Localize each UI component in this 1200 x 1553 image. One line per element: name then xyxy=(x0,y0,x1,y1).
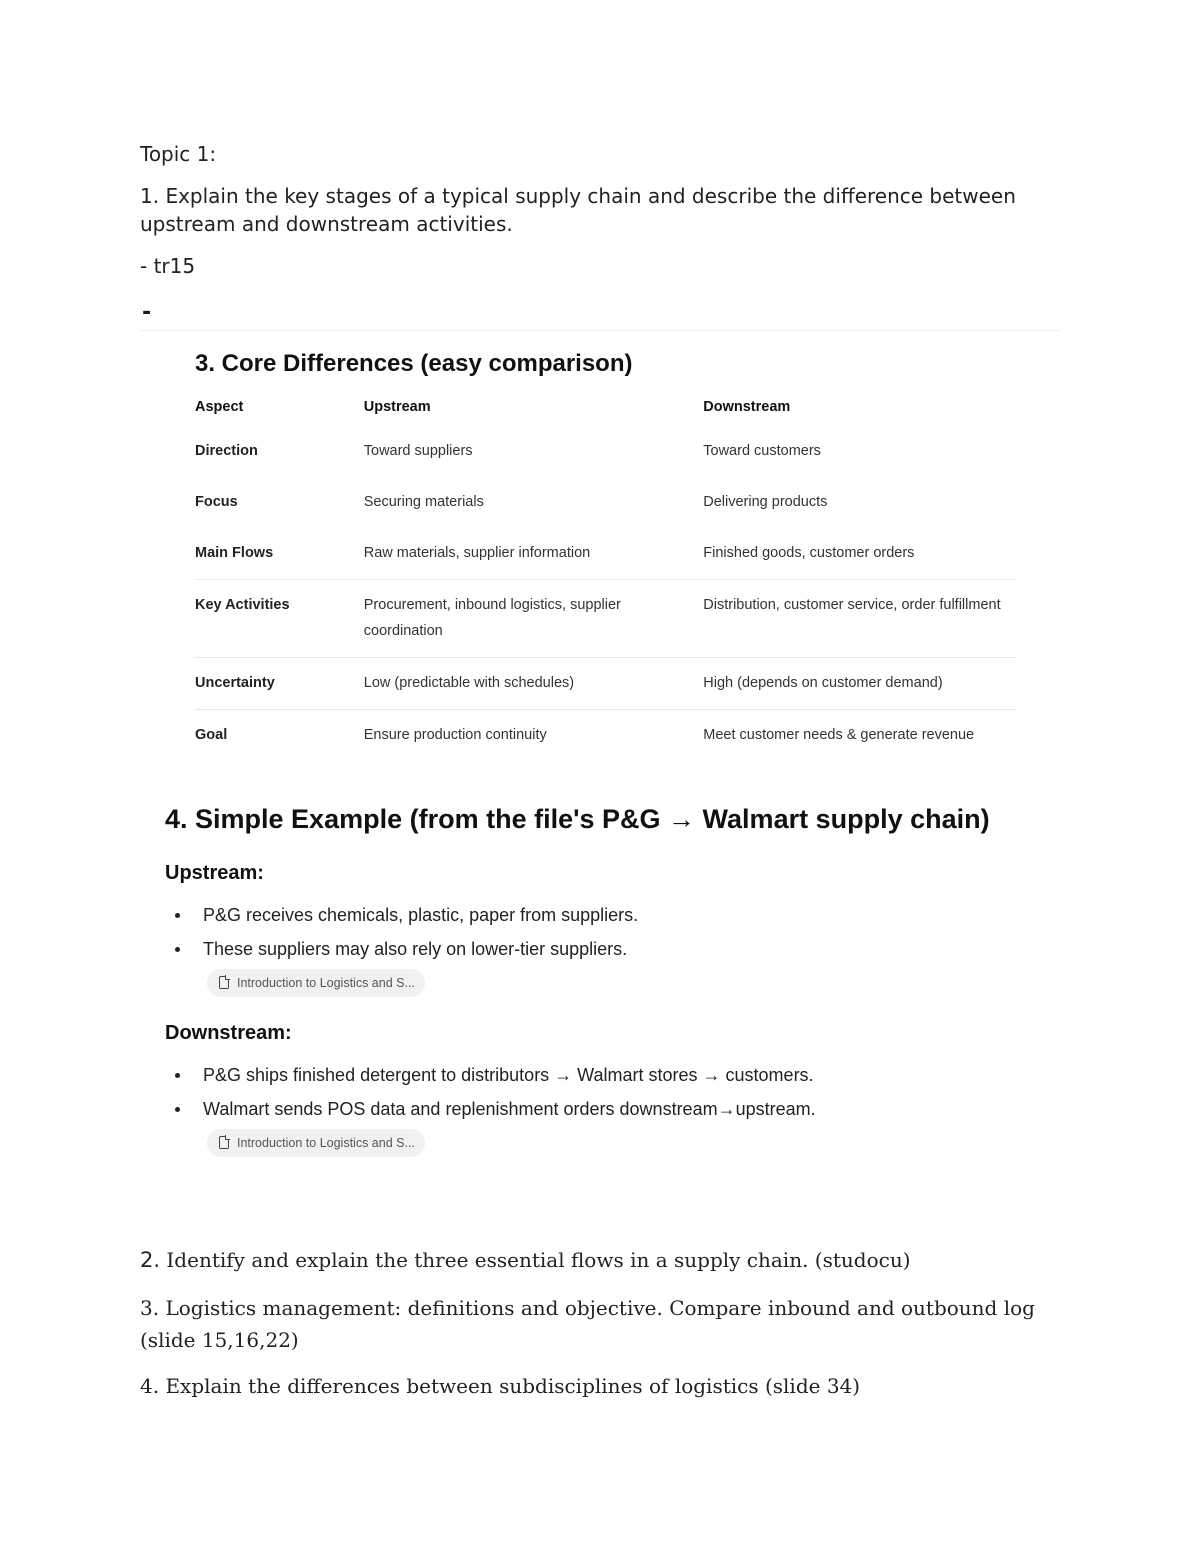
bullet-icon xyxy=(175,1107,180,1112)
embedded-screenshot xyxy=(140,330,1060,1170)
column-header: Aspect xyxy=(195,399,244,415)
downstream-cell: Meet customer needs & generate revenue xyxy=(703,710,1017,762)
upstream-cell: Ensure production continuity xyxy=(364,710,704,762)
dash-marker: - xyxy=(142,300,152,325)
list-item xyxy=(165,898,1025,932)
document-icon xyxy=(219,976,229,989)
question-4: 4. Explain the differences between subdisciplines of logistics (slide 34) xyxy=(140,1374,861,1398)
list-item xyxy=(165,1058,1025,1092)
divider xyxy=(140,330,1060,331)
downstream-cell: High (depends on customer demand) xyxy=(703,658,1017,710)
table-row xyxy=(195,426,1017,477)
question-3: 3. Logistics management: definitions and objective. Compare inbound and outbound log (slide 15,16,22) xyxy=(140,1296,1035,1352)
table-row xyxy=(195,528,1017,580)
comparison-heading: 3. Core Differences (easy comparison) xyxy=(195,350,633,377)
source-citation-chip[interactable] xyxy=(207,969,425,997)
list-item xyxy=(165,932,1025,1000)
list-item-text: Walmart sends POS data and replenishment orders downstream→upstream. xyxy=(203,1099,816,1119)
downstream-list xyxy=(165,1058,1025,1160)
downstream-cell: Finished goods, customer orders xyxy=(703,545,915,561)
table-row xyxy=(195,580,1017,658)
list-item xyxy=(165,1092,1025,1160)
aspect-cell: Focus xyxy=(195,494,238,510)
topic-label: Topic 1: xyxy=(140,142,217,166)
table-header-row xyxy=(195,390,1017,426)
upstream-cell: Securing materials xyxy=(363,494,484,510)
aspect-cell: Direction xyxy=(195,443,258,459)
example-heading: 4. Simple Example (from the file's P&G → Walmart supply chain) xyxy=(165,804,990,834)
upstream-cell: Toward suppliers xyxy=(363,443,473,459)
aspect-cell: Key Activities xyxy=(195,580,364,658)
question-2-text: Identify and explain the three essential flows in a supply chain. (studocu) xyxy=(160,1248,911,1272)
upstream-cell: Low (predictable with schedules) xyxy=(364,658,704,710)
table-row xyxy=(195,710,1017,762)
upstream-subheading: Upstream: xyxy=(165,862,264,884)
downstream-subheading: Downstream: xyxy=(165,1022,292,1044)
question-2-number: 2. xyxy=(140,1248,161,1272)
list-item-text: P&G receives chemicals, plastic, paper from suppliers. xyxy=(203,905,639,925)
upstream-list xyxy=(165,898,1025,1000)
table-row xyxy=(195,658,1017,710)
column-header: Downstream xyxy=(703,399,791,415)
upstream-cell: Procurement, inbound logistics, supplier coordination xyxy=(364,580,704,658)
source-chip-label: Introduction to Logistics and S... xyxy=(237,975,415,990)
upstream-cell: Raw materials, supplier information xyxy=(363,545,591,561)
aspect-cell: Goal xyxy=(195,710,364,762)
downstream-cell: Distribution, customer service, order fulfillment xyxy=(703,580,1017,658)
question-2 xyxy=(140,1244,1060,1276)
source-citation-chip[interactable] xyxy=(207,1129,425,1157)
column-header: Upstream xyxy=(363,399,431,415)
list-item-text: These suppliers may also rely on lower-tier suppliers. xyxy=(203,939,628,959)
question-1: 1. Explain the key stages of a typical supply chain and describe the difference between upstream and downstream activities. xyxy=(140,184,1016,236)
downstream-cell: Toward customers xyxy=(703,443,821,459)
table-row xyxy=(195,477,1017,528)
document-icon xyxy=(219,1136,229,1149)
aspect-cell: Main Flows xyxy=(195,545,274,561)
comparison-table xyxy=(195,390,1017,761)
bullet-icon xyxy=(175,947,180,952)
aspect-cell: Uncertainty xyxy=(195,658,364,710)
list-item-text: P&G ships finished detergent to distributors → Walmart stores → customers. xyxy=(203,1065,814,1085)
note-text: - tr15 xyxy=(140,254,196,278)
bullet-icon xyxy=(175,913,180,918)
downstream-cell: Delivering products xyxy=(703,494,828,510)
source-chip-label: Introduction to Logistics and S... xyxy=(237,1135,415,1150)
bullet-icon xyxy=(175,1073,180,1078)
